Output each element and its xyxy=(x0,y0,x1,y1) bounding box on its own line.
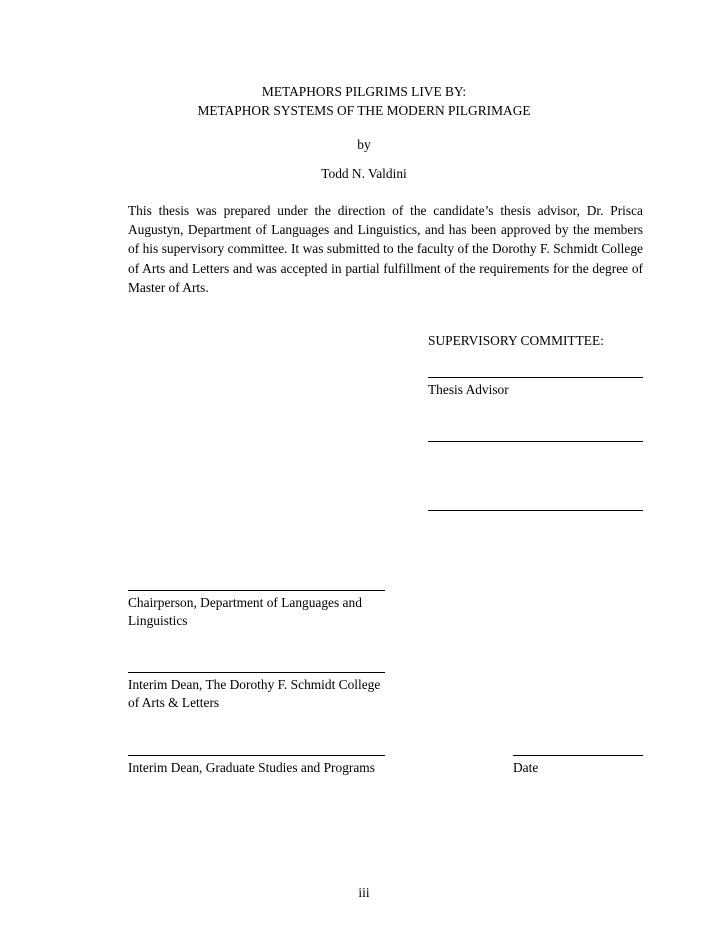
chair-label-line-2: Linguistics xyxy=(128,613,188,628)
date-line xyxy=(513,755,643,756)
dean-arts-label-line-1: Interim Dean, The Dorothy F. Schmidt College xyxy=(128,677,381,692)
committee-heading: SUPERVISORY COMMITTEE: xyxy=(428,333,604,348)
chair-label-line-1: Chairperson, Department of Languages and xyxy=(128,595,362,610)
advisor-signature-line xyxy=(428,377,643,378)
dean-arts-signature-line xyxy=(128,672,385,673)
committee-member-signature-line xyxy=(428,441,643,442)
dean-graduate-label: Interim Dean, Graduate Studies and Programs xyxy=(128,760,375,775)
title-line-1: METAPHORS PILGRIMS LIVE BY: xyxy=(261,84,467,99)
advisor-label: Thesis Advisor xyxy=(428,382,509,397)
author-name: Todd N. Valdini xyxy=(321,166,407,181)
page-number: iii xyxy=(358,885,370,900)
title-line-2: METAPHOR SYSTEMS OF THE MODERN PILGRIMAGE xyxy=(197,103,531,118)
date-label: Date xyxy=(513,760,539,775)
dean-graduate-signature-line xyxy=(128,755,385,756)
dean-arts-label-line-2: of Arts & Letters xyxy=(128,695,220,710)
by-label: by xyxy=(357,137,371,152)
chair-signature-line xyxy=(128,590,385,591)
approval-paragraph: This thesis was prepared under the direction of the candidate’s thesis advisor, Dr. Prisca Augustyn, Department of Languages and Linguistics, and has been approved by the members of his supervisory committee. It was submitted to the faculty of the Dorothy F. Schmidt College of Arts and Letters and was accepted in partial fulfillment of the requirements for the degree of Master of Arts. xyxy=(128,203,643,295)
committee-member-signature-line xyxy=(428,510,643,511)
